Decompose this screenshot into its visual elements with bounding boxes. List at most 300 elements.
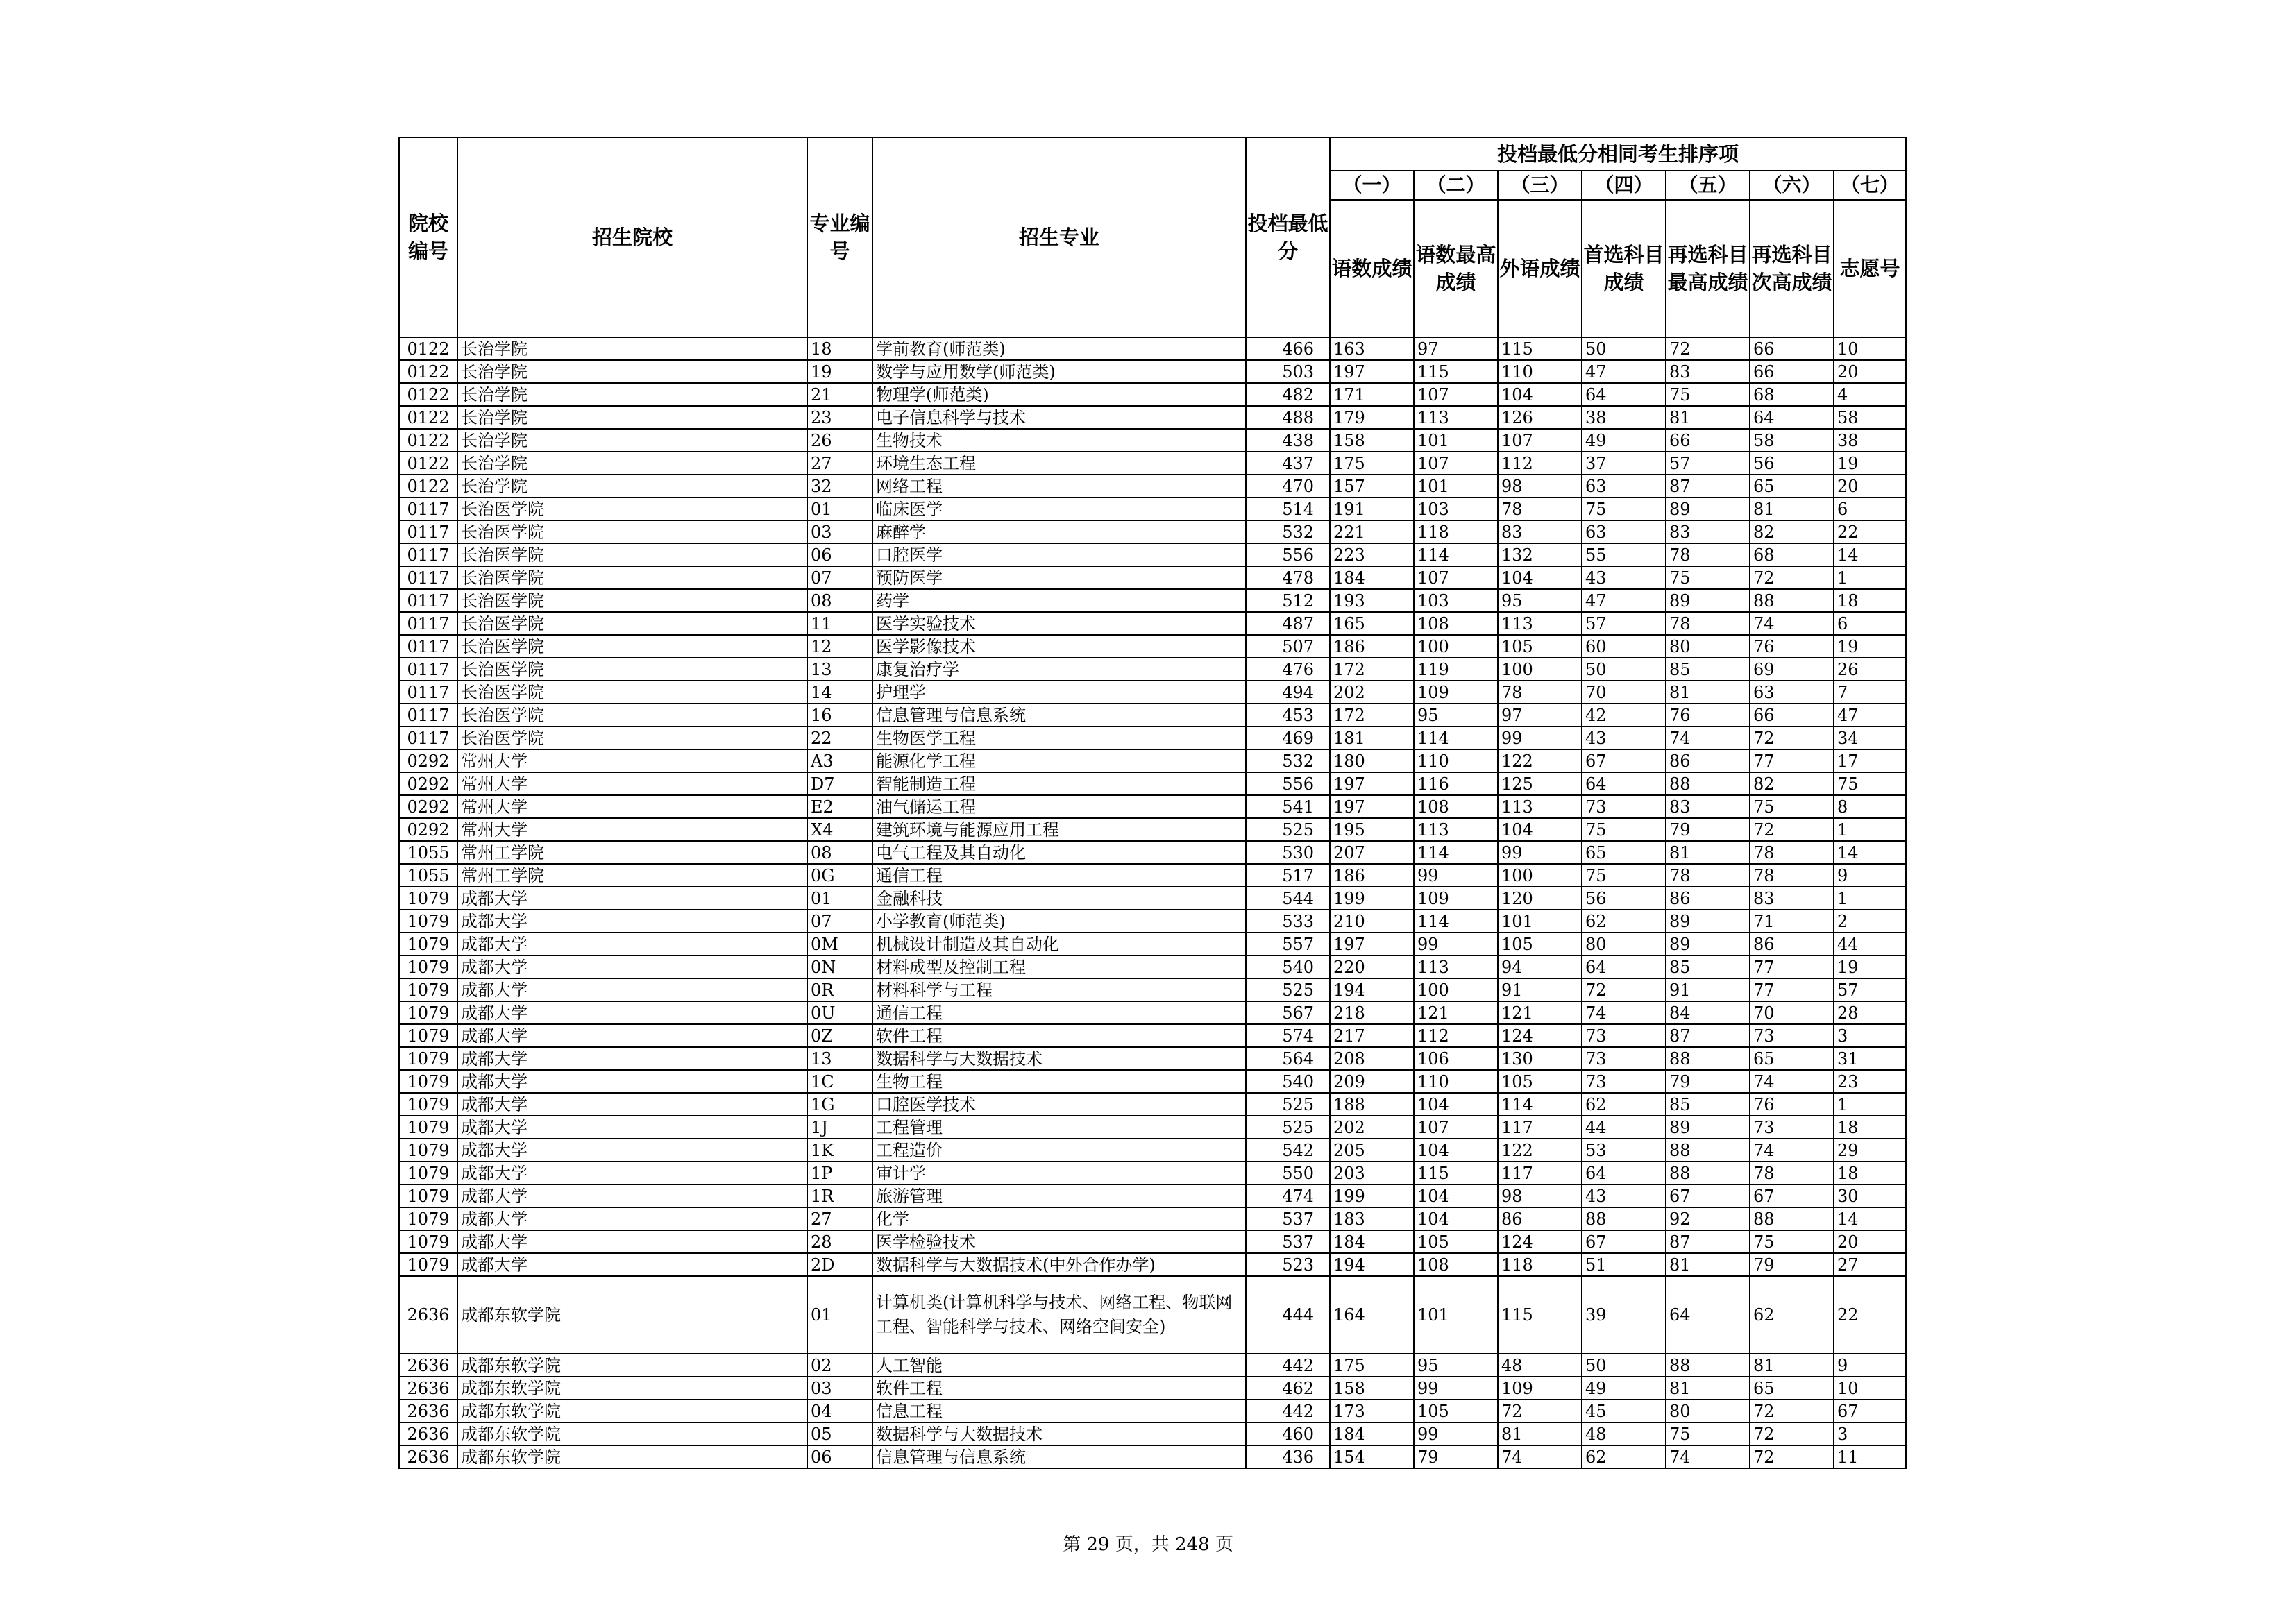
order-2-cell: 99 <box>1414 933 1498 955</box>
header-order-number: （三） <box>1498 171 1582 200</box>
order-4-cell: 43 <box>1582 566 1666 589</box>
order-2-cell: 103 <box>1414 498 1498 520</box>
order-4-cell: 80 <box>1582 933 1666 955</box>
header-order-number: （五） <box>1666 171 1750 200</box>
order-5-cell: 83 <box>1666 360 1750 383</box>
school-name-cell: 成都大学 <box>457 1093 807 1116</box>
order-4-cell: 75 <box>1582 864 1666 887</box>
min-score-cell: 482 <box>1246 383 1330 406</box>
major-code-cell: 1R <box>807 1184 872 1207</box>
order-1-cell: 163 <box>1330 337 1414 360</box>
school-code-cell: 0117 <box>399 566 457 589</box>
header-min-score: 投档最低分 <box>1246 137 1330 337</box>
major-name-cell: 生物工程 <box>872 1070 1246 1093</box>
major-name-cell: 医学影像技术 <box>872 635 1246 658</box>
major-code-cell: 22 <box>807 726 872 749</box>
order-5-cell: 84 <box>1666 1001 1750 1024</box>
order-6-cell: 66 <box>1750 704 1834 726</box>
order-1-cell: 186 <box>1330 864 1414 887</box>
order-1-cell: 183 <box>1330 1207 1414 1230</box>
table-row <box>399 383 1906 406</box>
school-name-cell: 成都东软学院 <box>457 1445 807 1468</box>
order-7-cell: 1 <box>1834 566 1906 589</box>
order-6-cell: 70 <box>1750 1001 1834 1024</box>
order-2-cell: 104 <box>1414 1184 1498 1207</box>
table-row <box>399 1070 1906 1093</box>
order-1-cell: 209 <box>1330 1070 1414 1093</box>
order-6-cell: 78 <box>1750 864 1834 887</box>
order-7-cell: 67 <box>1834 1400 1906 1422</box>
order-3-cell: 95 <box>1498 589 1582 612</box>
order-1-cell: 205 <box>1330 1139 1414 1162</box>
order-2-cell: 97 <box>1414 337 1498 360</box>
school-name-cell: 长治医学院 <box>457 520 807 543</box>
school-name-cell: 常州大学 <box>457 772 807 795</box>
school-name-cell: 长治医学院 <box>457 726 807 749</box>
table-row <box>399 406 1906 429</box>
order-4-cell: 55 <box>1582 543 1666 566</box>
school-name-cell: 成都大学 <box>457 1253 807 1276</box>
header-order-group: 投档最低分相同考生排序项 <box>1330 137 1906 171</box>
order-5-cell: 86 <box>1666 887 1750 910</box>
order-6-cell: 66 <box>1750 337 1834 360</box>
order-1-cell: 186 <box>1330 635 1414 658</box>
order-4-cell: 53 <box>1582 1139 1666 1162</box>
order-5-cell: 89 <box>1666 1116 1750 1139</box>
order-3-cell: 72 <box>1498 1400 1582 1422</box>
major-code-cell: 07 <box>807 566 872 589</box>
table-row <box>399 1162 1906 1184</box>
table-row <box>399 1354 1906 1377</box>
table-row <box>399 612 1906 635</box>
order-2-cell: 107 <box>1414 1116 1498 1139</box>
major-code-cell: 1C <box>807 1070 872 1093</box>
school-code-cell: 1079 <box>399 1184 457 1207</box>
order-5-cell: 74 <box>1666 726 1750 749</box>
min-score-cell: 469 <box>1246 726 1330 749</box>
order-5-cell: 80 <box>1666 1400 1750 1422</box>
table-row <box>399 1001 1906 1024</box>
order-7-cell: 29 <box>1834 1139 1906 1162</box>
order-3-cell: 105 <box>1498 933 1582 955</box>
major-name-cell: 材料成型及控制工程 <box>872 955 1246 978</box>
order-2-cell: 95 <box>1414 704 1498 726</box>
min-score-cell: 487 <box>1246 612 1330 635</box>
order-7-cell: 17 <box>1834 749 1906 772</box>
school-name-cell: 成都大学 <box>457 1070 807 1093</box>
school-code-cell: 1079 <box>399 1230 457 1253</box>
order-7-cell: 10 <box>1834 1377 1906 1400</box>
order-3-cell: 97 <box>1498 704 1582 726</box>
order-3-cell: 104 <box>1498 818 1582 841</box>
order-7-cell: 23 <box>1834 1070 1906 1093</box>
order-2-cell: 99 <box>1414 1377 1498 1400</box>
school-name-cell: 成都大学 <box>457 1207 807 1230</box>
table-row <box>399 749 1906 772</box>
order-3-cell: 113 <box>1498 612 1582 635</box>
school-code-cell: 0117 <box>399 543 457 566</box>
order-6-cell: 77 <box>1750 978 1834 1001</box>
major-code-cell: 08 <box>807 841 872 864</box>
major-name-cell: 医学检验技术 <box>872 1230 1246 1253</box>
order-7-cell: 30 <box>1834 1184 1906 1207</box>
school-code-cell: 0117 <box>399 704 457 726</box>
order-3-cell: 125 <box>1498 772 1582 795</box>
school-name-cell: 成都大学 <box>457 1230 807 1253</box>
order-3-cell: 86 <box>1498 1207 1582 1230</box>
order-1-cell: 223 <box>1330 543 1414 566</box>
major-name-cell: 药学 <box>872 589 1246 612</box>
min-score-cell: 494 <box>1246 681 1330 704</box>
order-2-cell: 113 <box>1414 818 1498 841</box>
table-row <box>399 864 1906 887</box>
order-5-cell: 81 <box>1666 841 1750 864</box>
major-name-cell: 能源化学工程 <box>872 749 1246 772</box>
order-1-cell: 193 <box>1330 589 1414 612</box>
order-5-cell: 81 <box>1666 1377 1750 1400</box>
major-name-cell: 护理学 <box>872 681 1246 704</box>
order-7-cell: 58 <box>1834 406 1906 429</box>
order-4-cell: 60 <box>1582 635 1666 658</box>
major-name-cell: 生物技术 <box>872 429 1246 452</box>
school-code-cell: 1079 <box>399 933 457 955</box>
order-2-cell: 114 <box>1414 910 1498 933</box>
order-4-cell: 63 <box>1582 520 1666 543</box>
major-name-cell: 工程造价 <box>872 1139 1246 1162</box>
header-order-number: （二） <box>1414 171 1498 200</box>
order-2-cell: 101 <box>1414 429 1498 452</box>
order-4-cell: 73 <box>1582 1047 1666 1070</box>
school-name-cell: 长治医学院 <box>457 635 807 658</box>
order-1-cell: 202 <box>1330 681 1414 704</box>
order-1-cell: 188 <box>1330 1093 1414 1116</box>
major-code-cell: 01 <box>807 887 872 910</box>
order-5-cell: 89 <box>1666 589 1750 612</box>
table-row <box>399 635 1906 658</box>
table-row <box>399 498 1906 520</box>
school-code-cell: 1079 <box>399 1093 457 1116</box>
school-code-cell: 1055 <box>399 841 457 864</box>
order-6-cell: 65 <box>1750 475 1834 498</box>
school-name-cell: 成都大学 <box>457 1162 807 1184</box>
order-5-cell: 78 <box>1666 864 1750 887</box>
major-code-cell: 0R <box>807 978 872 1001</box>
order-7-cell: 19 <box>1834 955 1906 978</box>
order-1-cell: 197 <box>1330 795 1414 818</box>
table-row <box>399 955 1906 978</box>
order-3-cell: 99 <box>1498 841 1582 864</box>
school-code-cell: 1079 <box>399 1116 457 1139</box>
order-2-cell: 112 <box>1414 1024 1498 1047</box>
school-name-cell: 成都东软学院 <box>457 1276 807 1354</box>
school-name-cell: 成都东软学院 <box>457 1400 807 1422</box>
order-4-cell: 73 <box>1582 1024 1666 1047</box>
order-4-cell: 73 <box>1582 1070 1666 1093</box>
school-code-cell: 1079 <box>399 1162 457 1184</box>
school-name-cell: 常州大学 <box>457 749 807 772</box>
min-score-cell: 514 <box>1246 498 1330 520</box>
order-4-cell: 49 <box>1582 1377 1666 1400</box>
order-7-cell: 7 <box>1834 681 1906 704</box>
school-name-cell: 成都大学 <box>457 978 807 1001</box>
min-score-cell: 442 <box>1246 1354 1330 1377</box>
major-name-cell: 口腔医学 <box>872 543 1246 566</box>
order-6-cell: 82 <box>1750 772 1834 795</box>
order-7-cell: 22 <box>1834 1276 1906 1354</box>
school-code-cell: 0122 <box>399 337 457 360</box>
order-5-cell: 76 <box>1666 704 1750 726</box>
school-code-cell: 1079 <box>399 910 457 933</box>
table-row <box>399 543 1906 566</box>
table-row <box>399 1184 1906 1207</box>
order-2-cell: 103 <box>1414 589 1498 612</box>
major-code-cell: 05 <box>807 1422 872 1445</box>
min-score-cell: 444 <box>1246 1276 1330 1354</box>
table-row <box>399 704 1906 726</box>
order-5-cell: 79 <box>1666 818 1750 841</box>
order-1-cell: 207 <box>1330 841 1414 864</box>
order-5-cell: 74 <box>1666 1445 1750 1468</box>
order-2-cell: 108 <box>1414 795 1498 818</box>
order-7-cell: 9 <box>1834 864 1906 887</box>
major-code-cell: 0Z <box>807 1024 872 1047</box>
table-row <box>399 589 1906 612</box>
min-score-cell: 438 <box>1246 429 1330 452</box>
min-score-cell: 557 <box>1246 933 1330 955</box>
order-2-cell: 121 <box>1414 1001 1498 1024</box>
order-5-cell: 83 <box>1666 795 1750 818</box>
order-6-cell: 77 <box>1750 955 1834 978</box>
school-name-cell: 长治医学院 <box>457 566 807 589</box>
min-score-cell: 503 <box>1246 360 1330 383</box>
order-7-cell: 1 <box>1834 887 1906 910</box>
school-name-cell: 成都东软学院 <box>457 1377 807 1400</box>
order-4-cell: 56 <box>1582 887 1666 910</box>
order-4-cell: 49 <box>1582 429 1666 452</box>
major-code-cell: 1K <box>807 1139 872 1162</box>
table-row <box>399 978 1906 1001</box>
min-score-cell: 476 <box>1246 658 1330 681</box>
school-name-cell: 长治学院 <box>457 429 807 452</box>
order-5-cell: 81 <box>1666 406 1750 429</box>
order-1-cell: 199 <box>1330 1184 1414 1207</box>
table-row <box>399 475 1906 498</box>
order-5-cell: 88 <box>1666 1162 1750 1184</box>
major-code-cell: 13 <box>807 1047 872 1070</box>
order-3-cell: 112 <box>1498 452 1582 475</box>
major-name-cell: 物理学(师范类) <box>872 383 1246 406</box>
order-4-cell: 63 <box>1582 475 1666 498</box>
major-code-cell: E2 <box>807 795 872 818</box>
school-name-cell: 长治医学院 <box>457 589 807 612</box>
min-score-cell: 525 <box>1246 818 1330 841</box>
order-1-cell: 179 <box>1330 406 1414 429</box>
order-7-cell: 11 <box>1834 1445 1906 1468</box>
school-code-cell: 1079 <box>399 955 457 978</box>
school-name-cell: 成都东软学院 <box>457 1354 807 1377</box>
order-2-cell: 99 <box>1414 1422 1498 1445</box>
min-score-cell: 507 <box>1246 635 1330 658</box>
major-code-cell: 04 <box>807 1400 872 1422</box>
school-code-cell: 2636 <box>399 1354 457 1377</box>
school-code-cell: 0117 <box>399 635 457 658</box>
table-row <box>399 520 1906 543</box>
order-5-cell: 88 <box>1666 1139 1750 1162</box>
school-name-cell: 成都大学 <box>457 1184 807 1207</box>
order-7-cell: 6 <box>1834 498 1906 520</box>
school-code-cell: 1079 <box>399 1024 457 1047</box>
min-score-cell: 512 <box>1246 589 1330 612</box>
order-2-cell: 118 <box>1414 520 1498 543</box>
major-name-cell: 学前教育(师范类) <box>872 337 1246 360</box>
major-name-cell: 通信工程 <box>872 864 1246 887</box>
major-code-cell: 11 <box>807 612 872 635</box>
order-5-cell: 83 <box>1666 520 1750 543</box>
order-3-cell: 100 <box>1498 658 1582 681</box>
order-1-cell: 164 <box>1330 1276 1414 1354</box>
min-score-cell: 540 <box>1246 955 1330 978</box>
major-name-cell: 人工智能 <box>872 1354 1246 1377</box>
major-name-cell: 口腔医学技术 <box>872 1093 1246 1116</box>
order-5-cell: 92 <box>1666 1207 1750 1230</box>
school-name-cell: 成都大学 <box>457 1001 807 1024</box>
table-row <box>399 1253 1906 1276</box>
order-7-cell: 18 <box>1834 589 1906 612</box>
major-name-cell: 医学实验技术 <box>872 612 1246 635</box>
order-3-cell: 117 <box>1498 1162 1582 1184</box>
min-score-cell: 532 <box>1246 520 1330 543</box>
order-6-cell: 63 <box>1750 681 1834 704</box>
order-3-cell: 122 <box>1498 749 1582 772</box>
school-code-cell: 0292 <box>399 818 457 841</box>
order-7-cell: 26 <box>1834 658 1906 681</box>
major-code-cell: 2D <box>807 1253 872 1276</box>
order-4-cell: 50 <box>1582 658 1666 681</box>
school-code-cell: 0117 <box>399 498 457 520</box>
order-7-cell: 31 <box>1834 1047 1906 1070</box>
order-2-cell: 116 <box>1414 772 1498 795</box>
order-4-cell: 38 <box>1582 406 1666 429</box>
order-1-cell: 221 <box>1330 520 1414 543</box>
order-4-cell: 64 <box>1582 955 1666 978</box>
order-3-cell: 74 <box>1498 1445 1582 1468</box>
school-code-cell: 0292 <box>399 795 457 818</box>
order-4-cell: 74 <box>1582 1001 1666 1024</box>
major-code-cell: 18 <box>807 337 872 360</box>
page-footer: 第 29 页，共 248 页 <box>1063 1534 1233 1555</box>
order-4-cell: 64 <box>1582 383 1666 406</box>
major-code-cell: 27 <box>807 1207 872 1230</box>
order-4-cell: 37 <box>1582 452 1666 475</box>
order-3-cell: 115 <box>1498 337 1582 360</box>
school-name-cell: 长治学院 <box>457 337 807 360</box>
order-4-cell: 64 <box>1582 1162 1666 1184</box>
order-3-cell: 104 <box>1498 383 1582 406</box>
order-3-cell: 100 <box>1498 864 1582 887</box>
order-1-cell: 165 <box>1330 612 1414 635</box>
order-6-cell: 75 <box>1750 1230 1834 1253</box>
school-code-cell: 0117 <box>399 589 457 612</box>
order-2-cell: 101 <box>1414 1276 1498 1354</box>
major-code-cell: 0M <box>807 933 872 955</box>
order-4-cell: 72 <box>1582 978 1666 1001</box>
major-name-cell: 数据科学与大数据技术(中外合作办学) <box>872 1253 1246 1276</box>
order-1-cell: 172 <box>1330 704 1414 726</box>
major-code-cell: 01 <box>807 1276 872 1354</box>
order-1-cell: 158 <box>1330 1377 1414 1400</box>
order-6-cell: 65 <box>1750 1047 1834 1070</box>
school-name-cell: 成都大学 <box>457 887 807 910</box>
order-5-cell: 89 <box>1666 933 1750 955</box>
order-6-cell: 86 <box>1750 933 1834 955</box>
order-7-cell: 10 <box>1834 337 1906 360</box>
school-name-cell: 成都大学 <box>457 1116 807 1139</box>
major-code-cell: 32 <box>807 475 872 498</box>
order-6-cell: 67 <box>1750 1184 1834 1207</box>
header-order-label: 再选科目最高成绩 <box>1666 200 1750 337</box>
order-7-cell: 19 <box>1834 452 1906 475</box>
order-3-cell: 132 <box>1498 543 1582 566</box>
table-row <box>399 1422 1906 1445</box>
order-4-cell: 48 <box>1582 1422 1666 1445</box>
order-5-cell: 79 <box>1666 1070 1750 1093</box>
school-code-cell: 1079 <box>399 1253 457 1276</box>
min-score-cell: 470 <box>1246 475 1330 498</box>
order-4-cell: 43 <box>1582 1184 1666 1207</box>
order-1-cell: 172 <box>1330 658 1414 681</box>
order-6-cell: 83 <box>1750 887 1834 910</box>
order-1-cell: 175 <box>1330 452 1414 475</box>
school-code-cell: 1079 <box>399 887 457 910</box>
major-name-cell: 机械设计制造及其自动化 <box>872 933 1246 955</box>
major-code-cell: 08 <box>807 589 872 612</box>
major-name-cell: 金融科技 <box>872 887 1246 910</box>
order-7-cell: 2 <box>1834 910 1906 933</box>
min-score-cell: 540 <box>1246 1070 1330 1093</box>
order-3-cell: 81 <box>1498 1422 1582 1445</box>
order-1-cell: 154 <box>1330 1445 1414 1468</box>
order-2-cell: 115 <box>1414 1162 1498 1184</box>
order-5-cell: 64 <box>1666 1276 1750 1354</box>
order-2-cell: 104 <box>1414 1139 1498 1162</box>
order-1-cell: 202 <box>1330 1116 1414 1139</box>
school-name-cell: 常州大学 <box>457 818 807 841</box>
school-code-cell: 1079 <box>399 1139 457 1162</box>
school-name-cell: 成都大学 <box>457 910 807 933</box>
school-name-cell: 成都大学 <box>457 1047 807 1070</box>
school-name-cell: 成都大学 <box>457 1139 807 1162</box>
header-order-label: 语数最高成绩 <box>1414 200 1498 337</box>
major-code-cell: 02 <box>807 1354 872 1377</box>
table-row <box>399 337 1906 360</box>
table-row <box>399 1139 1906 1162</box>
school-code-cell: 1079 <box>399 1047 457 1070</box>
major-name-cell: 数学与应用数学(师范类) <box>872 360 1246 383</box>
major-name-cell: 工程管理 <box>872 1116 1246 1139</box>
school-name-cell: 长治学院 <box>457 406 807 429</box>
major-code-cell: 0N <box>807 955 872 978</box>
major-name-cell: 数据科学与大数据技术 <box>872 1047 1246 1070</box>
order-5-cell: 88 <box>1666 1047 1750 1070</box>
order-3-cell: 101 <box>1498 910 1582 933</box>
header-order-label: 再选科目次高成绩 <box>1750 200 1834 337</box>
order-1-cell: 203 <box>1330 1162 1414 1184</box>
order-2-cell: 95 <box>1414 1354 1498 1377</box>
order-2-cell: 115 <box>1414 360 1498 383</box>
admission-score-table <box>398 137 1907 1469</box>
school-name-cell: 常州工学院 <box>457 864 807 887</box>
min-score-cell: 460 <box>1246 1422 1330 1445</box>
